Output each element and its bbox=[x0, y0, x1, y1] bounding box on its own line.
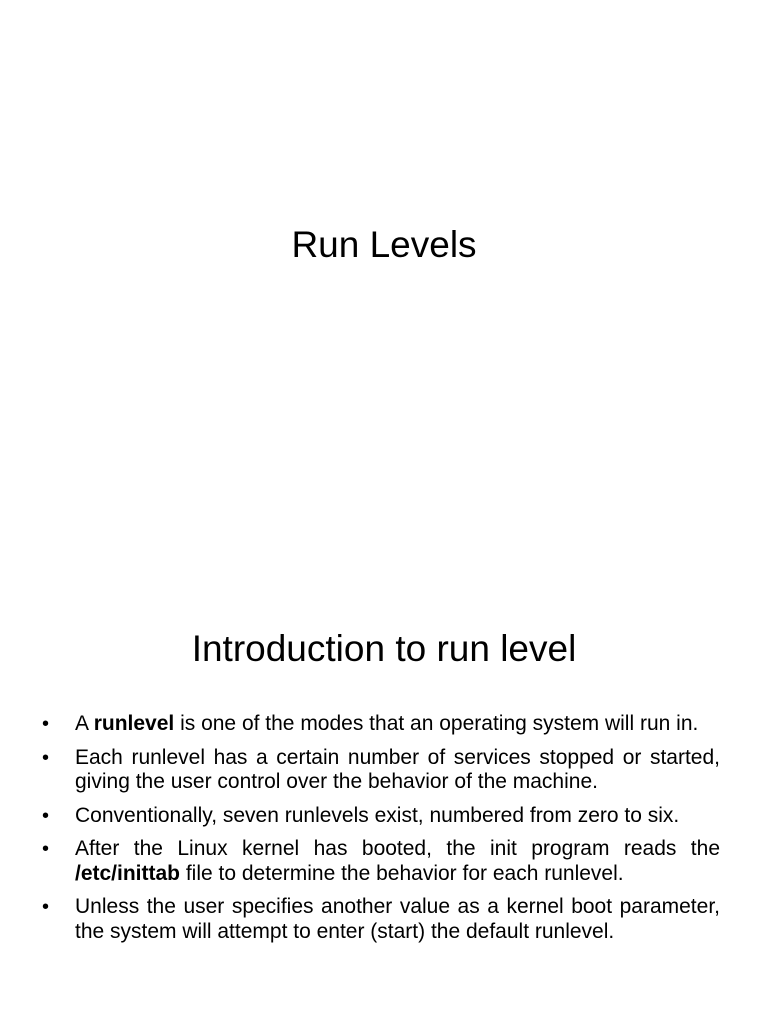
bullet-dot-icon: • bbox=[42, 746, 50, 769]
bullet-item-inittab bbox=[40, 837, 720, 886]
bullet-item-runlevel-definition bbox=[40, 712, 720, 737]
bullet-text: Conventionally, seven runlevels exist, numbered from zero to six. bbox=[75, 803, 680, 827]
bullet-dot-icon: • bbox=[42, 713, 50, 735]
bullet-text-bold: runlevel bbox=[93, 712, 175, 735]
bullet-text-bold: /etc/inittab bbox=[75, 861, 181, 885]
bullet-text: Each runlevel has a certain number of services stopped or started, giving the user control over the behavior of the machine. bbox=[75, 745, 720, 793]
bullet-text-post: file to determine the behavior for each runlevel. bbox=[180, 861, 624, 885]
bullet-item-default-runlevel bbox=[40, 895, 720, 944]
bullet-list bbox=[40, 712, 720, 953]
bullet-item-seven-runlevels bbox=[40, 804, 720, 829]
bullet-dot-icon: • bbox=[42, 838, 50, 860]
slide-title-heading: Run Levels bbox=[291, 224, 477, 265]
bullet-dot-icon: • bbox=[42, 804, 50, 827]
bullet-item-services bbox=[40, 746, 720, 795]
bullet-text-pre: After the Linux kernel has booted, the init program reads the bbox=[75, 837, 720, 860]
slide-introduction bbox=[0, 576, 768, 1024]
bullet-dot-icon: • bbox=[42, 896, 50, 918]
slide-introduction-heading: Introduction to run level bbox=[191, 628, 577, 669]
bullet-text-post: is one of the modes that an operating system will run in. bbox=[174, 712, 699, 735]
bullet-text: Unless the user specifies another value as a kernel boot parameter, the system will attempt to enter (start) the default runlevel. bbox=[75, 895, 720, 943]
bullet-text-pre: A bbox=[75, 712, 94, 735]
